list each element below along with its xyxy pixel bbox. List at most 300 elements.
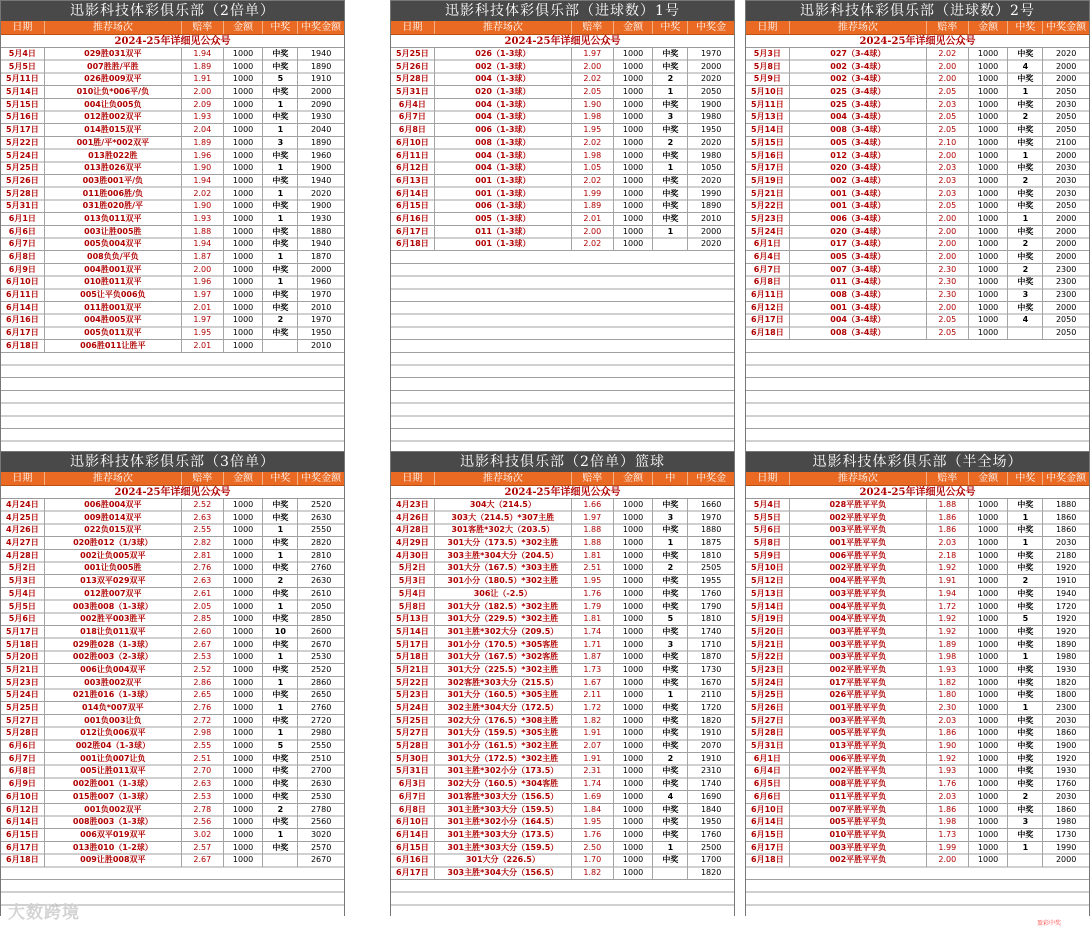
result-cell: 中奖 bbox=[1008, 276, 1043, 289]
table-row bbox=[746, 238, 1089, 251]
payout-cell: 1940 bbox=[310, 49, 332, 58]
date-cell: 4月29日 bbox=[391, 537, 435, 550]
odds-cell: 1.87 bbox=[182, 251, 224, 264]
stake-cell: 1000 bbox=[969, 740, 1009, 753]
table-row bbox=[1, 238, 344, 251]
odds-cell: 2.00 bbox=[927, 302, 969, 315]
date-cell: 5月24日 bbox=[1, 150, 45, 163]
date-cell: 6月18日 bbox=[391, 238, 435, 251]
match-cell: 001平胜平平负 bbox=[790, 702, 927, 715]
corner-stamp: 盈彩中奖 bbox=[1037, 920, 1062, 927]
stake-cell: 1000 bbox=[969, 550, 1009, 563]
stake-cell: 1000 bbox=[224, 73, 264, 86]
table-row bbox=[1, 86, 344, 99]
date-cell: 6月7日 bbox=[746, 264, 790, 277]
result-cell: 中奖 bbox=[1008, 200, 1043, 213]
stake-cell: 1000 bbox=[969, 651, 1009, 664]
result-cell: 中奖 bbox=[653, 677, 688, 690]
table-body bbox=[746, 48, 1089, 465]
date-cell: 5月4日 bbox=[391, 588, 435, 601]
date-cell: 5月21日 bbox=[746, 639, 790, 652]
payout-cell: 1930 bbox=[1055, 664, 1077, 674]
table-row bbox=[1, 702, 344, 715]
result-cell: 5 bbox=[263, 740, 298, 753]
payout-cell: 1980 bbox=[700, 112, 722, 122]
result-cell: 中奖 bbox=[263, 842, 298, 855]
odds-cell: 1.70 bbox=[572, 854, 614, 867]
result-cell: 2 bbox=[263, 314, 298, 327]
match-cell: 012胜007双平 bbox=[45, 588, 182, 601]
date-cell: 6月10日 bbox=[391, 137, 435, 150]
match-cell: 013负011双平 bbox=[45, 213, 182, 226]
odds-cell: 2.02 bbox=[572, 238, 614, 251]
match-cell: 005平胜平平负 bbox=[790, 816, 927, 829]
result-cell: 中奖 bbox=[1008, 588, 1043, 601]
date-cell: 6月10日 bbox=[1, 276, 45, 289]
date-cell: 5月10日 bbox=[746, 86, 790, 99]
payout-cell: 2050 bbox=[1055, 112, 1077, 122]
table-row bbox=[391, 213, 734, 226]
odds-cell: 1.90 bbox=[182, 162, 224, 175]
table-row bbox=[746, 276, 1089, 289]
table-row bbox=[1, 677, 344, 690]
payout-cell: 2030 bbox=[1055, 715, 1077, 725]
odds-cell: 2.03 bbox=[927, 188, 969, 201]
stake-cell: 1000 bbox=[969, 200, 1009, 213]
table-row bbox=[746, 753, 1089, 766]
odds-cell: 1.79 bbox=[572, 601, 614, 614]
odds-cell: 1.98 bbox=[572, 150, 614, 163]
table-row bbox=[391, 562, 734, 575]
panel-title: 迅影科技俱乐部（2倍单）篮球 bbox=[391, 452, 734, 472]
payout-cell: 2000 bbox=[310, 264, 332, 274]
result-cell: 1 bbox=[263, 550, 298, 563]
result-cell: 中奖 bbox=[1008, 124, 1043, 137]
header-date: 日期 bbox=[391, 21, 435, 34]
date-cell: 6月1日 bbox=[746, 753, 790, 766]
match-cell: 013双平029双平 bbox=[45, 575, 182, 588]
date-cell: 6月11日 bbox=[746, 289, 790, 302]
stake-cell: 1000 bbox=[224, 829, 264, 842]
odds-cell: 1.90 bbox=[182, 200, 224, 213]
stake-cell: 1000 bbox=[614, 765, 654, 778]
date-cell: 6月1日 bbox=[746, 238, 790, 251]
table-row bbox=[1, 588, 344, 601]
match-cell: 005负004双平 bbox=[45, 238, 182, 251]
result-cell: 5 bbox=[1008, 613, 1043, 626]
stake-cell: 1000 bbox=[969, 264, 1009, 277]
date-cell: 5月18日 bbox=[391, 651, 435, 664]
date-cell: 4月23日 bbox=[391, 499, 435, 512]
match-cell: 306让（-2.5） bbox=[435, 588, 572, 601]
stake-cell: 1000 bbox=[969, 226, 1009, 239]
result-cell: 中奖 bbox=[263, 791, 298, 804]
payout-cell: 1810 bbox=[700, 550, 722, 560]
table-row bbox=[1, 804, 344, 817]
payout-cell: 1920 bbox=[1055, 563, 1077, 573]
stake-cell: 1000 bbox=[614, 48, 654, 61]
result-cell: 中奖 bbox=[1008, 499, 1043, 512]
table-row bbox=[746, 804, 1089, 817]
table-row bbox=[746, 550, 1089, 563]
odds-cell: 2.00 bbox=[572, 226, 614, 239]
date-cell: 5月13日 bbox=[391, 613, 435, 626]
payout-cell: 2010 bbox=[310, 302, 332, 312]
stake-cell: 1000 bbox=[224, 677, 264, 690]
result-cell: 中奖 bbox=[653, 727, 688, 740]
result-cell: 2 bbox=[1008, 111, 1043, 124]
stake-cell: 1000 bbox=[614, 73, 654, 86]
date-cell: 5月21日 bbox=[1, 664, 45, 677]
odds-cell: 2.70 bbox=[182, 765, 224, 778]
header-stake: 金额 bbox=[969, 472, 1009, 485]
match-cell: 005（1-3球） bbox=[435, 213, 572, 226]
stake-cell: 1000 bbox=[614, 715, 654, 728]
table-row bbox=[391, 137, 734, 150]
result-cell: 中奖 bbox=[263, 512, 298, 525]
odds-cell: 1.76 bbox=[572, 829, 614, 842]
odds-cell: 1.81 bbox=[572, 550, 614, 563]
date-cell: 5月25日 bbox=[1, 702, 45, 715]
date-cell: 6月16日 bbox=[391, 854, 435, 867]
stake-cell: 1000 bbox=[969, 86, 1009, 99]
odds-cell: 2.52 bbox=[182, 499, 224, 512]
table-row bbox=[1, 226, 344, 239]
date-cell: 5月17日 bbox=[1, 626, 45, 639]
match-cell: 006（1-3球） bbox=[435, 200, 572, 213]
result-cell: 中奖 bbox=[1008, 73, 1043, 86]
stake-cell: 1000 bbox=[224, 575, 264, 588]
payout-cell: 2050 bbox=[1055, 328, 1077, 338]
match-cell: 301主胜*302大分（209.5） bbox=[435, 626, 572, 639]
result-cell: 中奖 bbox=[1008, 524, 1043, 537]
header-payout: 中奖金 bbox=[696, 22, 727, 33]
date-cell: 5月21日 bbox=[746, 188, 790, 201]
payout-cell: 1790 bbox=[700, 601, 722, 611]
stake-cell: 1000 bbox=[614, 524, 654, 537]
table-row bbox=[746, 48, 1089, 61]
date-cell: 6月17日 bbox=[1, 842, 45, 855]
result-cell: 1 bbox=[263, 727, 298, 740]
stake-cell: 1000 bbox=[224, 702, 264, 715]
result-cell: 3 bbox=[653, 111, 688, 124]
panel-subtitle: 2024-25年详细见公众号 bbox=[746, 486, 1089, 499]
payout-cell: 1875 bbox=[700, 538, 722, 548]
date-cell: 6月17日 bbox=[746, 842, 790, 855]
odds-cell: 1.89 bbox=[927, 639, 969, 652]
odds-cell: 2.02 bbox=[927, 48, 969, 61]
match-cell: 006（1-3球） bbox=[435, 124, 572, 137]
match-cell: 002（3-4球） bbox=[790, 175, 927, 188]
table-row bbox=[1, 550, 344, 563]
payout-cell: 2050 bbox=[310, 601, 332, 611]
date-cell: 6月16日 bbox=[1, 314, 45, 327]
table-row bbox=[391, 740, 734, 753]
payout-cell: 2610 bbox=[310, 588, 332, 598]
date-cell: 5月30日 bbox=[391, 753, 435, 766]
payout-cell: 2000 bbox=[310, 87, 332, 97]
date-cell: 5月25日 bbox=[391, 715, 435, 728]
payout-cell: 1730 bbox=[1055, 829, 1077, 839]
payout-cell: 1860 bbox=[1055, 728, 1077, 738]
stake-cell: 1000 bbox=[224, 753, 264, 766]
payout-cell: 2000 bbox=[1055, 226, 1077, 236]
odds-cell: 2.05 bbox=[182, 601, 224, 614]
result-cell: 中奖 bbox=[653, 601, 688, 614]
result-cell: 中奖 bbox=[263, 753, 298, 766]
payout-cell: 1700 bbox=[700, 855, 722, 865]
table-row bbox=[1, 562, 344, 575]
odds-cell: 2.05 bbox=[927, 111, 969, 124]
result-cell: 1 bbox=[1008, 512, 1043, 525]
panel-half-full bbox=[745, 451, 1090, 916]
result-cell: 2 bbox=[653, 73, 688, 86]
odds-cell: 1.95 bbox=[572, 575, 614, 588]
stake-cell: 1000 bbox=[614, 601, 654, 614]
result-cell: 中奖 bbox=[1008, 715, 1043, 728]
date-cell: 6月12日 bbox=[1, 804, 45, 817]
result-cell: 中奖 bbox=[1008, 626, 1043, 639]
payout-cell: 2670 bbox=[310, 855, 332, 865]
table-row bbox=[391, 664, 734, 677]
date-cell: 4月26日 bbox=[391, 512, 435, 525]
table-row bbox=[746, 86, 1089, 99]
date-cell: 5月4日 bbox=[1, 588, 45, 601]
odds-cell: 1.94 bbox=[927, 588, 969, 601]
odds-cell: 2.31 bbox=[572, 765, 614, 778]
date-cell: 5月13日 bbox=[746, 111, 790, 124]
result-cell: 1 bbox=[1008, 213, 1043, 226]
result-cell: 中奖 bbox=[653, 765, 688, 778]
result-cell: 1 bbox=[263, 651, 298, 664]
stake-cell: 1000 bbox=[969, 829, 1009, 842]
match-cell: 003平胜平平负 bbox=[790, 524, 927, 537]
match-cell: 012胜002双平 bbox=[45, 111, 182, 124]
stake-cell: 1000 bbox=[969, 601, 1009, 614]
match-cell: 004（3-4球） bbox=[790, 111, 927, 124]
payout-cell: 2780 bbox=[310, 804, 332, 814]
result-cell: 1 bbox=[1008, 86, 1043, 99]
table-row bbox=[391, 499, 734, 512]
match-cell: 003平胜平平负 bbox=[790, 715, 927, 728]
odds-cell: 2.03 bbox=[927, 162, 969, 175]
odds-cell: 2.56 bbox=[182, 816, 224, 829]
payout-cell: 1930 bbox=[310, 213, 332, 223]
date-cell: 5月18日 bbox=[1, 639, 45, 652]
odds-cell: 2.00 bbox=[182, 86, 224, 99]
stake-cell: 1000 bbox=[224, 340, 264, 353]
result-cell bbox=[263, 854, 298, 867]
odds-cell: 1.90 bbox=[572, 99, 614, 112]
date-cell: 6月14日 bbox=[391, 829, 435, 842]
stake-cell: 1000 bbox=[969, 854, 1009, 867]
stake-cell: 1000 bbox=[969, 524, 1009, 537]
date-cell: 5月22日 bbox=[746, 200, 790, 213]
payout-cell: 1940 bbox=[310, 175, 332, 185]
header-match: 推荐场次 bbox=[435, 21, 572, 34]
payout-cell: 2560 bbox=[310, 817, 332, 827]
table-row bbox=[1, 289, 344, 302]
payout-cell: 1960 bbox=[310, 277, 332, 287]
odds-cell: 2.03 bbox=[927, 537, 969, 550]
match-cell: 001（3-4球） bbox=[790, 200, 927, 213]
table-row bbox=[1, 302, 344, 315]
match-cell: 002（1-3球） bbox=[435, 61, 572, 74]
odds-cell: 2.02 bbox=[572, 137, 614, 150]
odds-cell: 2.00 bbox=[927, 854, 969, 867]
odds-cell: 1.90 bbox=[927, 740, 969, 753]
result-cell: 中奖 bbox=[653, 626, 688, 639]
match-cell: 005平胜平平负 bbox=[790, 727, 927, 740]
odds-cell: 1.95 bbox=[572, 124, 614, 137]
stake-cell: 1000 bbox=[224, 251, 264, 264]
payout-cell: 1955 bbox=[700, 576, 722, 586]
result-cell: 中奖 bbox=[263, 664, 298, 677]
odds-cell: 2.53 bbox=[182, 791, 224, 804]
odds-cell: 2.85 bbox=[182, 613, 224, 626]
panel-title: 迅影科技体彩俱乐部（进球数）1号 bbox=[391, 1, 734, 21]
odds-cell: 2.05 bbox=[927, 314, 969, 327]
payout-cell: 1730 bbox=[700, 664, 722, 674]
stake-cell: 1000 bbox=[224, 238, 264, 251]
odds-cell: 2.30 bbox=[927, 289, 969, 302]
stake-cell: 1000 bbox=[224, 639, 264, 652]
stake-cell: 1000 bbox=[969, 512, 1009, 525]
header-payout: 中奖金额 bbox=[1046, 473, 1087, 484]
payout-cell: 1760 bbox=[700, 588, 722, 598]
stake-cell: 1000 bbox=[614, 111, 654, 124]
match-cell: 001（1-3球） bbox=[435, 238, 572, 251]
table-row bbox=[746, 302, 1089, 315]
column-header-row bbox=[391, 21, 734, 35]
odds-cell: 1.98 bbox=[572, 111, 614, 124]
table-row bbox=[1, 48, 344, 61]
payout-cell: 1890 bbox=[310, 137, 332, 147]
match-cell: 002胜平003胜平 bbox=[45, 613, 182, 626]
result-cell: 中奖 bbox=[653, 651, 688, 664]
date-cell: 5月14日 bbox=[1, 86, 45, 99]
stake-cell: 1000 bbox=[969, 791, 1009, 804]
stake-cell: 1000 bbox=[969, 727, 1009, 740]
odds-cell: 1.97 bbox=[182, 289, 224, 302]
result-cell: 3 bbox=[263, 137, 298, 150]
payout-cell: 1860 bbox=[1055, 804, 1077, 814]
result-cell: 1 bbox=[1008, 842, 1043, 855]
date-cell: 5月5日 bbox=[1, 61, 45, 74]
table-row bbox=[746, 200, 1089, 213]
table-row bbox=[746, 137, 1089, 150]
table-row bbox=[746, 150, 1089, 163]
stake-cell: 1000 bbox=[969, 575, 1009, 588]
match-cell: 010胜011双平 bbox=[45, 276, 182, 289]
stake-cell: 1000 bbox=[614, 816, 654, 829]
match-cell: 301小分（170.5）*305客胜 bbox=[435, 639, 572, 652]
odds-cell: 1.93 bbox=[927, 765, 969, 778]
table-row bbox=[1, 162, 344, 175]
table-row bbox=[746, 162, 1089, 175]
payout-cell: 1920 bbox=[1055, 753, 1077, 763]
stake-cell: 1000 bbox=[969, 188, 1009, 201]
result-cell: 中奖 bbox=[653, 550, 688, 563]
payout-cell: 2000 bbox=[1055, 239, 1077, 249]
result-cell: 1 bbox=[263, 188, 298, 201]
table-row bbox=[746, 226, 1089, 239]
date-cell: 6月13日 bbox=[391, 175, 435, 188]
table-row bbox=[1, 613, 344, 626]
date-cell: 6月10日 bbox=[746, 804, 790, 817]
header-date: 日期 bbox=[746, 472, 790, 485]
match-cell: 009胜014双平 bbox=[45, 512, 182, 525]
payout-cell: 1990 bbox=[1055, 842, 1077, 852]
odds-cell: 1.88 bbox=[182, 226, 224, 239]
result-cell: 1 bbox=[263, 601, 298, 614]
result-cell: 2 bbox=[653, 562, 688, 575]
result-cell: 中奖 bbox=[653, 702, 688, 715]
table-row bbox=[391, 639, 734, 652]
payout-cell: 2050 bbox=[1055, 87, 1077, 97]
payout-cell: 2500 bbox=[700, 842, 722, 852]
table-row bbox=[391, 778, 734, 791]
match-cell: 003平胜平平负 bbox=[790, 651, 927, 664]
date-cell: 6月16日 bbox=[391, 213, 435, 226]
result-cell: 2 bbox=[263, 804, 298, 817]
table-body bbox=[1, 48, 344, 465]
odds-cell: 1.81 bbox=[572, 613, 614, 626]
match-cell: 302大分（176.5）*308主胜 bbox=[435, 715, 572, 728]
payout-cell: 2100 bbox=[1055, 137, 1077, 147]
match-cell: 008（3-4球） bbox=[790, 124, 927, 137]
stake-cell: 1000 bbox=[969, 276, 1009, 289]
payout-cell: 2000 bbox=[700, 226, 722, 236]
odds-cell: 1.67 bbox=[572, 677, 614, 690]
result-cell: 中奖 bbox=[653, 778, 688, 791]
match-cell: 005（3-4球） bbox=[790, 137, 927, 150]
result-cell: 3 bbox=[1008, 289, 1043, 302]
date-cell: 5月25日 bbox=[746, 689, 790, 702]
result-cell: 中奖 bbox=[263, 537, 298, 550]
result-cell: 中奖 bbox=[263, 689, 298, 702]
stake-cell: 1000 bbox=[224, 111, 264, 124]
date-cell: 6月15日 bbox=[746, 829, 790, 842]
stake-cell: 1000 bbox=[224, 854, 264, 867]
stake-cell: 1000 bbox=[224, 842, 264, 855]
result-cell: 中奖 bbox=[1008, 302, 1043, 315]
result-cell: 3 bbox=[653, 639, 688, 652]
match-cell: 002胜001（1-3球） bbox=[45, 778, 182, 791]
result-cell: 中奖 bbox=[1008, 162, 1043, 175]
panel-subtitle: 2024-25年详细见公众号 bbox=[391, 486, 734, 499]
result-cell: 中奖 bbox=[263, 264, 298, 277]
table-row bbox=[746, 842, 1089, 855]
odds-cell: 1.88 bbox=[572, 537, 614, 550]
date-cell: 5月17日 bbox=[391, 639, 435, 652]
result-cell: 5 bbox=[653, 613, 688, 626]
stake-cell: 1000 bbox=[969, 327, 1009, 340]
table-row bbox=[746, 124, 1089, 137]
match-cell: 002让负005双平 bbox=[45, 550, 182, 563]
odds-cell: 1.66 bbox=[572, 499, 614, 512]
table-row bbox=[391, 854, 734, 867]
stake-cell: 1000 bbox=[224, 588, 264, 601]
date-cell: 5月28日 bbox=[1, 188, 45, 201]
result-cell: 中奖 bbox=[1008, 765, 1043, 778]
table-row bbox=[746, 854, 1089, 867]
payout-cell: 1870 bbox=[700, 652, 722, 662]
payout-cell: 2030 bbox=[1055, 99, 1077, 109]
odds-cell: 2.01 bbox=[182, 302, 224, 315]
table-row bbox=[1, 327, 344, 340]
header-date: 日期 bbox=[746, 21, 790, 34]
